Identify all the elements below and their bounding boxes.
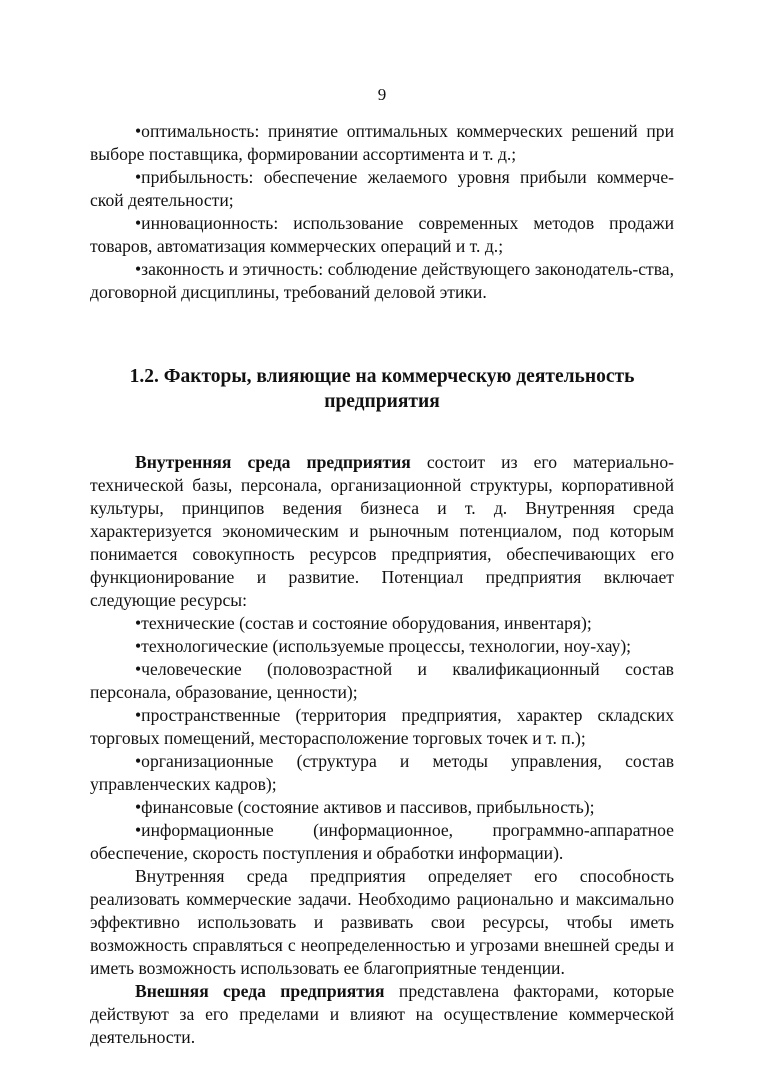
bullet-text-line: ства, договорной дисциплины, требований деловой этики. xyxy=(90,259,674,302)
bullet-text-line: при выборе поставщика, формировании ассортимента и т. д.; xyxy=(90,121,674,164)
bullet-text-line: оптимальность: принятие оптимальных коммерческих решений xyxy=(141,121,638,141)
term-external-environment: Внешняя среда предприятия xyxy=(135,981,385,1001)
section-heading xyxy=(90,364,674,414)
term-internal-environment: Внутренняя среда предприятия xyxy=(135,452,411,472)
bullet-optimality xyxy=(90,120,674,166)
internal-ability-paragraph: Внутренняя среда предприятия определяет его способность реализовать коммерческие задачи. Необходимо рационально и максимально эффективно использовать и развивать свои ресурсы, чтобы иметь возможность справляться с неопределенностью и угрозами внешней среды и иметь возможность использовать ее благоприятные тенденции. xyxy=(90,866,674,978)
section-heading-line-2: предприятия xyxy=(324,391,440,412)
section-body xyxy=(90,451,674,1049)
resource-technological: • технологические (используемые процессы, технологии, ноу-хау); xyxy=(90,635,674,658)
external-environment-text: представлена факторами, которые действуют за его пределами и влияют на осуществление коммерческой деятельности. xyxy=(90,981,674,1047)
resource-technical: • технические (состав и состояние оборудования, инвентаря); xyxy=(90,612,674,635)
bullet-text-line: законность и этичность: соблюдение действующего законодатель- xyxy=(141,259,639,279)
internal-environment-paragraph xyxy=(90,451,674,612)
external-environment-paragraph xyxy=(90,980,674,1049)
internal-environment-text: состоит из его материально-технической базы, персонала, организационной структуры, корпоративной культуры, принципов ведения бизнеса и т. д. Внутренняя среда характеризуется экономическим и рыночным потенциалом, под которым понимается совокупность ресурсов предприятия, обеспечивающих его функционирование и развитие. Потенциал предприятия включает следующие ресурсы: xyxy=(90,452,675,610)
resource-human: • человеческие (половозрастной и квалификационный состав персонала, образование, ценности); xyxy=(90,658,674,704)
top-bullet-list xyxy=(90,120,674,304)
bullet-text-line: товаров, автоматизация коммерческих операций и т. д.; xyxy=(90,236,504,256)
resource-informational: • информационные (информационное, программно-аппаратное обеспечение, скорость поступления и обработки информации). xyxy=(90,819,674,865)
bullet-legality xyxy=(90,258,674,304)
resource-spatial: • пространственные (территория предприятия, характер складских торговых помещений, месторасположение торговых точек и т. п.); xyxy=(90,704,674,750)
bullet-text-line: прибыльность: обеспечение желаемого уровня прибыли коммерче- xyxy=(141,167,674,187)
bullet-text-line: ской деятельности; xyxy=(90,190,234,210)
page-number: 9 xyxy=(377,85,387,104)
bullet-innovation xyxy=(90,212,674,258)
resource-organizational: • организационные (структура и методы управления, состав управленческих кадров); xyxy=(90,750,674,796)
resource-financial: • финансовые (состояние активов и пассивов, прибыльность); xyxy=(90,796,674,819)
section-heading-line-1: 1.2. Факторы, влияющие на коммерческую деятельность xyxy=(129,366,635,387)
bullet-profitability xyxy=(90,166,674,212)
bullet-text-line: инновационность: использование современных методов продажи xyxy=(141,213,674,233)
